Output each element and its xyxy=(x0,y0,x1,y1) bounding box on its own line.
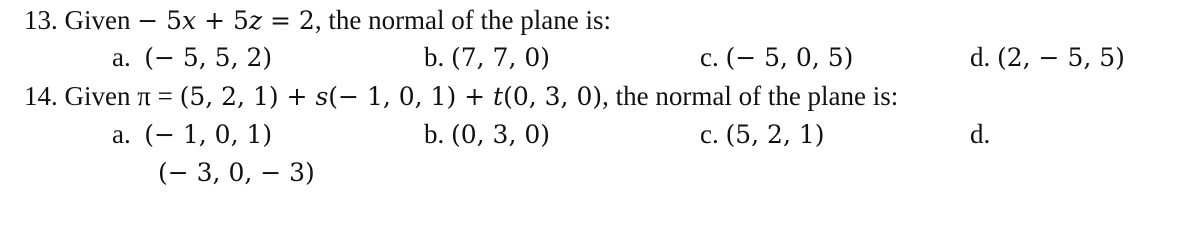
q14-option-c[interactable] xyxy=(700,117,825,152)
q13-option-c[interactable] xyxy=(700,40,853,75)
q13-option-b-value: (7, 7, 0) xyxy=(451,43,551,72)
q14-option-a-label: a. xyxy=(112,119,131,149)
question-13-prefix: 13. Given xyxy=(24,5,138,35)
question-13 xyxy=(24,3,611,38)
q13-option-d-value: (2, − 5, 5) xyxy=(997,43,1125,72)
q14-option-b[interactable] xyxy=(424,117,550,152)
q13-option-d-label: d. xyxy=(970,42,991,72)
q13-option-b[interactable] xyxy=(424,40,550,75)
q14-option-c-label: c. xyxy=(700,119,719,149)
q13-option-a-label: a. xyxy=(112,42,131,72)
q13-option-c-value: (− 5, 0, 5) xyxy=(725,43,854,72)
q13-option-b-label: b. xyxy=(424,42,445,72)
q14-option-a[interactable] xyxy=(112,117,272,152)
question-14-prefix: 14. Given π = xyxy=(24,81,180,111)
q14-wrapped-value-text: (− 3, 0, − 3) xyxy=(158,158,315,187)
question-14 xyxy=(24,79,898,114)
question-13-equation: − 5x + 5z = 2 xyxy=(137,6,315,35)
question-14-equation: (5, 2, 1) + s(− 1, 0, 1) + t(0, 3, 0) xyxy=(179,82,603,111)
q14-option-d-label: d. xyxy=(970,119,991,149)
q14-option-b-label: b. xyxy=(424,119,445,149)
question-14-suffix: , the normal of the plane is: xyxy=(602,81,899,111)
q13-option-c-label: c. xyxy=(700,42,719,72)
q14-option-a-value: (− 1, 0, 1) xyxy=(144,120,273,149)
question-13-suffix: , the normal of the plane is: xyxy=(314,5,611,35)
q14-option-c-value: (5, 2, 1) xyxy=(725,120,825,149)
q13-option-d[interactable] xyxy=(970,40,1125,75)
q14-option-d[interactable] xyxy=(970,117,990,151)
q14-option-b-value: (0, 3, 0) xyxy=(451,120,551,149)
q13-option-a-value: (− 5, 5, 2) xyxy=(144,43,273,72)
q13-option-a[interactable] xyxy=(112,40,272,75)
q14-wrapped-value xyxy=(158,155,315,190)
